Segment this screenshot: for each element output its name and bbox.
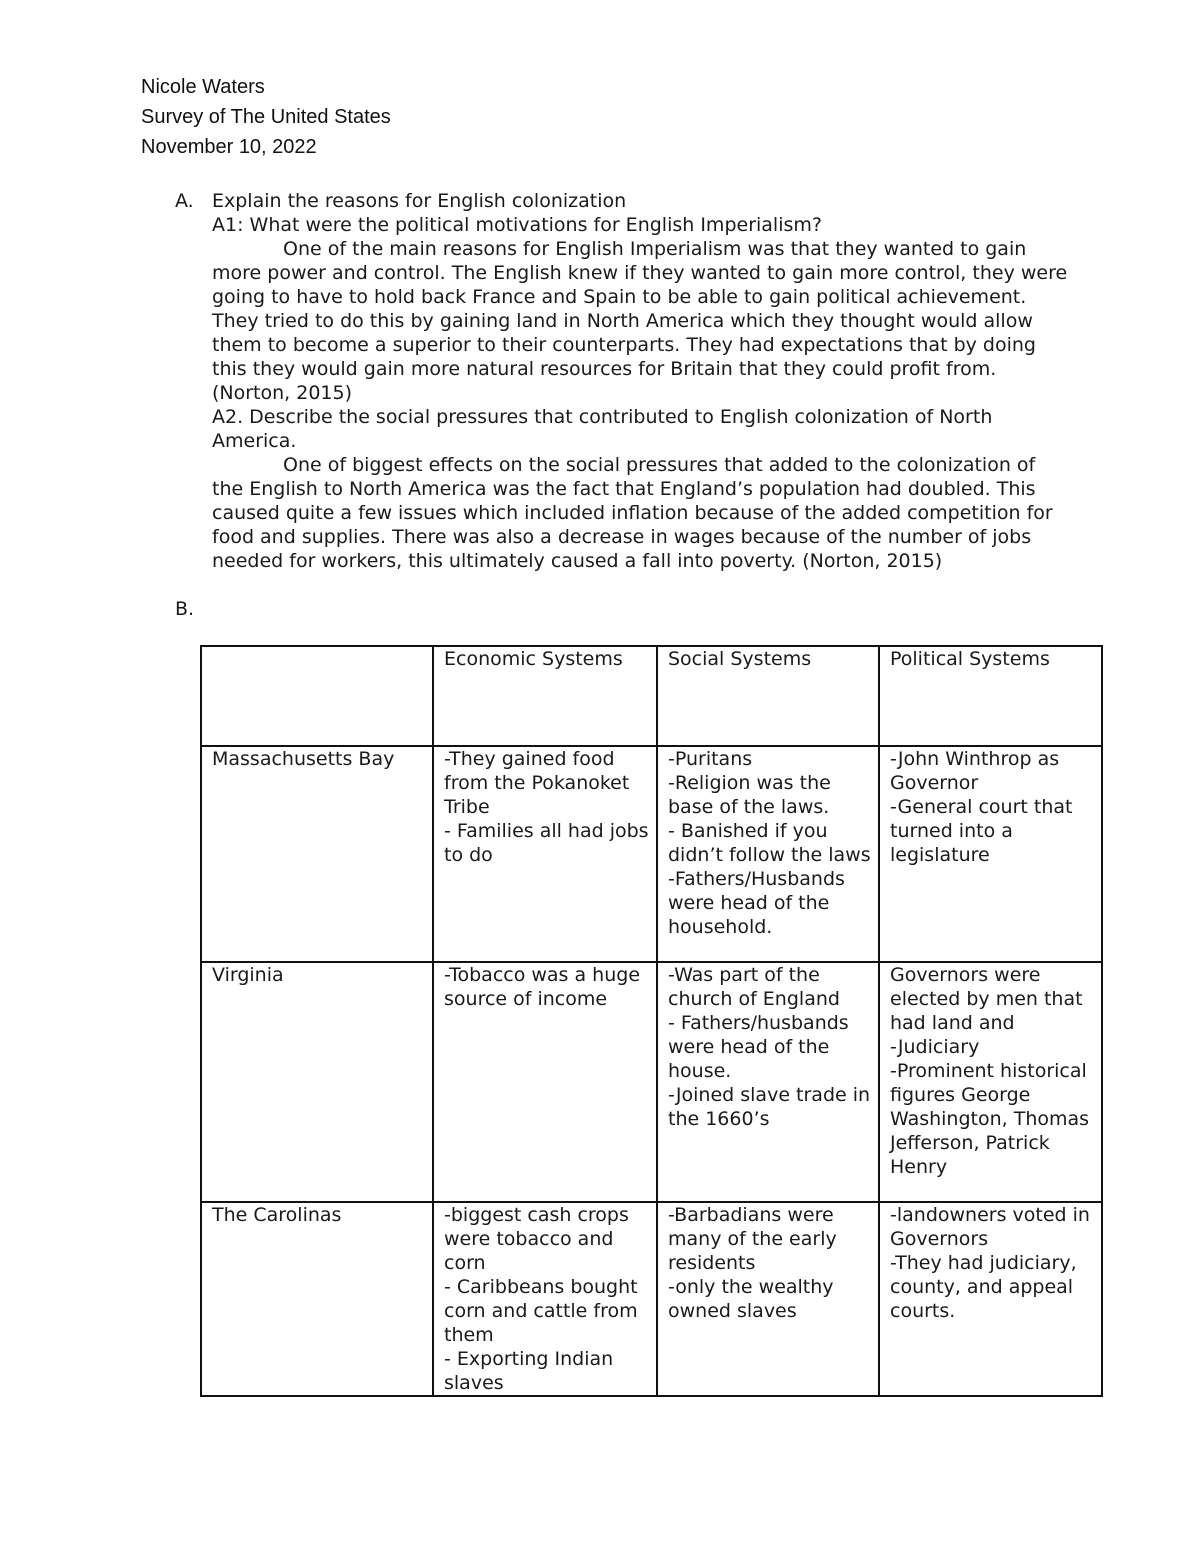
political-cell xyxy=(879,1202,1102,1396)
section-a-letter: A. xyxy=(175,190,194,212)
header-cell-political: Political Systems xyxy=(879,646,1102,746)
political-item: Governors were elected by men that had land and xyxy=(890,964,1083,1034)
political-item: -Judiciary xyxy=(890,1036,980,1058)
social-item: -Was part of the church of England xyxy=(668,964,840,1010)
economic-cell xyxy=(433,962,657,1202)
header-cell-social: Social Systems xyxy=(657,646,879,746)
social-item: -Puritans xyxy=(668,748,753,770)
political-item: -landowners voted in Governors xyxy=(890,1204,1090,1250)
course-title: Survey of The United States xyxy=(141,106,391,128)
author-name: Nicole Waters xyxy=(141,76,265,98)
question-a1: A1: What were the political motivations for English Imperialism? xyxy=(212,214,822,236)
economic-item: - Caribbeans bought corn and cattle from them xyxy=(444,1276,638,1346)
economic-item: -They gained food from the Pokanoket Tribe xyxy=(444,748,630,818)
section-a xyxy=(175,189,1075,573)
economic-item: -Tobacco was a huge source of income xyxy=(444,964,641,1010)
table-row xyxy=(201,746,1102,962)
political-item: -General court that turned into a legislature xyxy=(890,796,1073,866)
answer-a2: One of biggest effects on the social pressures that added to the colonization of the English to North America was the fact that England’s population had doubled. This caused quite a few issues which included inflation because of the added competition for food and supplies. There was also a decrease in wages because of the number of jobs needed for workers, this ultimately caused a fall into poverty. (Norton, 2015) xyxy=(212,454,1053,572)
social-cell xyxy=(657,746,879,962)
political-item: -John Winthrop as Governor xyxy=(890,748,1060,794)
social-item: -Joined slave trade in the 1660’s xyxy=(668,1084,871,1130)
political-item: -Prominent historical figures George Washington, Thomas Jefferson, Patrick Henry xyxy=(890,1060,1090,1178)
social-item: -Barbadians were many of the early residents xyxy=(668,1204,837,1274)
political-item: -They had judiciary, county, and appeal courts. xyxy=(890,1252,1077,1322)
colony-name-cell: Virginia xyxy=(201,962,433,1202)
economic-item: - Exporting Indian slaves xyxy=(444,1348,614,1394)
colonies-table-wrapper xyxy=(200,645,1103,1397)
section-a-title: Explain the reasons for English colonization xyxy=(212,190,627,212)
economic-item: - Families all had jobs to do xyxy=(444,820,649,866)
table-header-row xyxy=(201,646,1102,746)
answer-a1: One of the main reasons for English Imperialism was that they wanted to gain more power and control. The English knew if they wanted to gain more control, they were going to have to hold back France and Spain to be able to gain political achievement. They tried to do this by gaining land in North America which they thought would allow them to become a superior to their counterparts. They had expectations that by doing this they would gain more natural resources for Britain that they could profit from. (Norton, 2015) xyxy=(212,238,1068,404)
social-item: -only the wealthy owned slaves xyxy=(668,1276,834,1322)
economic-cell xyxy=(433,1202,657,1396)
economic-item: -biggest cash crops were tobacco and corn xyxy=(444,1204,629,1274)
colony-name-cell: Massachusetts Bay xyxy=(201,746,433,962)
document-header xyxy=(141,72,391,162)
social-item: -Fathers/Husbands were head of the household. xyxy=(668,868,845,938)
social-item: - Fathers/husbands were head of the house. xyxy=(668,1012,849,1082)
social-item: - Banished if you didn’t follow the laws xyxy=(668,820,871,866)
economic-cell xyxy=(433,746,657,962)
question-a2: A2. Describe the social pressures that contributed to English colonization of North America. xyxy=(212,406,993,452)
header-cell-blank xyxy=(201,646,433,746)
table-row xyxy=(201,1202,1102,1396)
table-row xyxy=(201,962,1102,1202)
document-date: November 10, 2022 xyxy=(141,136,317,158)
social-cell xyxy=(657,1202,879,1396)
section-b-letter: B. xyxy=(175,598,195,620)
section-a-body xyxy=(212,189,1072,573)
colony-name-cell: The Carolinas xyxy=(201,1202,433,1396)
header-cell-economic: Economic Systems xyxy=(433,646,657,746)
social-item: -Religion was the base of the laws. xyxy=(668,772,831,818)
colonies-table xyxy=(200,645,1103,1397)
political-cell xyxy=(879,746,1102,962)
political-cell xyxy=(879,962,1102,1202)
social-cell xyxy=(657,962,879,1202)
